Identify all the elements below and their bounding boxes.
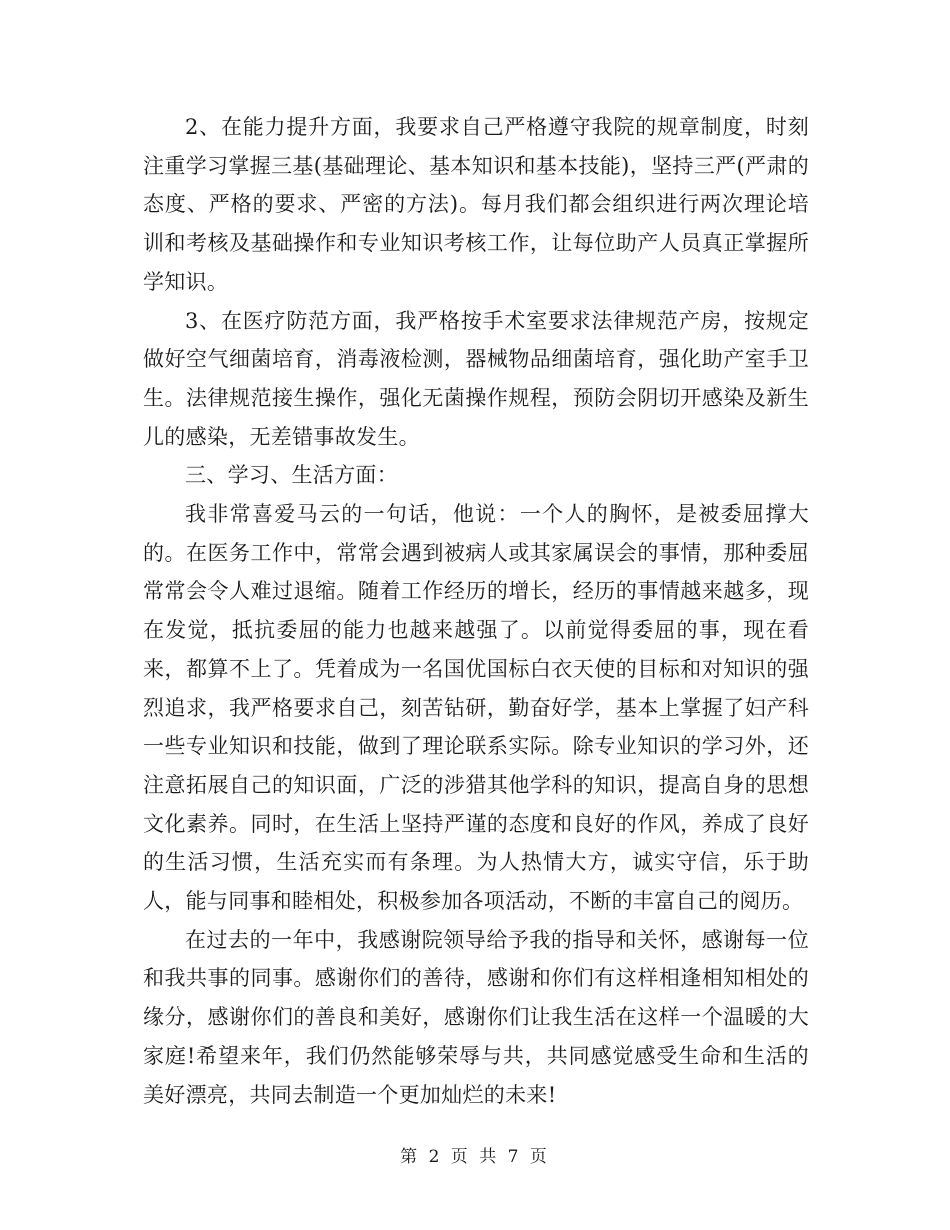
section-heading-study-life: 三、学习、生活方面： [185,463,398,488]
paragraph-thanks: 在过去的一年中，我感谢院领导给予我的指导和关怀，感谢每一位和我共事的同事。感谢你们的善待，感谢和你们有这样相逢相知相处的缘分，感谢你们的善良和美好，感谢你们让我生活在这样一个温暖的大家庭!希望来年，我们仍然能够荣辱与共，共同感觉感受生命和生活的美好漂亮，共同去制造一个更加灿烂的未来! [143,927,809,1107]
document-body [143,108,809,1114]
paragraph-medical-prevention: 3、在医疗防范方面，我严格按手术室要求法律规范产房，按规定做好空气细菌培育，消毒液检测，器械物品细菌培育，强化助产室手卫生。法律规范接生操作，强化无菌操作规程，预防会阴切开感染及新生儿的感染，无差错事故发生。 [143,308,809,449]
paragraph-ability: 2、在能力提升方面，我要求自己严格遵守我院的规章制度，时刻注重学习掌握三基(基础理论、基本知识和基本技能)，坚持三严(严肃的态度、严格的要求、严密的方法)。每月我们都会组织进行两次理论培训和考核及基础操作和专业知识考核工作，让每位助产人员真正掌握所学知识。 [143,115,809,294]
paragraph-study-life: 我非常喜爱马云的一句话，他说：一个人的胸怀，是被委屈撑大的。在医务工作中，常常会遇到被病人或其家属误会的事情，那种委屈常常会令人难过退缩。随着工作经历的增长，经历的事情越来越多，现在发觉，抵抗委屈的能力也越来越强了。以前觉得委屈的事，现在看来，都算不上了。凭着成为一名国优国标白衣天使的目标和对知识的强烈追求，我严格要求自己，刻苦钻研，勤奋好学，基本上掌握了妇产科一些专业知识和技能，做到了理论联系实际。除专业知识的学习外，还注意拓展自己的知识面，广泛的涉猎其他学科的知识，提高自身的思想文化素养。同时，在生活上坚持严谨的态度和良好的作风，养成了良好的生活习惯，生活充实而有条理。为人热情大方，诚实守信，乐于助人，能与同事和睦相处，积极参加各项活动，不断的丰富自己的阅历。 [143,502,809,914]
page-number-footer: 第 2 页 共 7 页 [400,1147,550,1167]
